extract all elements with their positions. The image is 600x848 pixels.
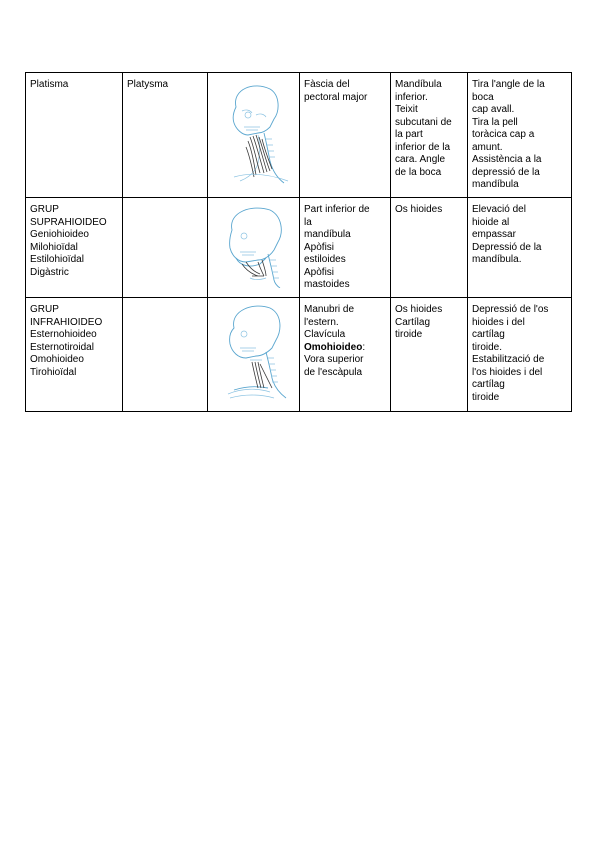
action-line: Assistència a la: [472, 154, 542, 165]
muscle-name-line: Esternotiroidal: [30, 341, 94, 353]
insertion-line: Teixit: [395, 104, 418, 115]
muscle-name-line: Digàstric: [30, 266, 69, 278]
action-cell: [468, 198, 572, 298]
muscle-name-line: Geniohioideo: [30, 229, 89, 240]
insertion-line: Cartílag: [395, 316, 431, 328]
latin-name-cell: [123, 298, 208, 412]
action-line: l'os hioides i del: [472, 366, 543, 378]
origin-line: de l'escàpula: [304, 366, 363, 378]
action-cell: [468, 298, 572, 412]
illustration-cell: [208, 198, 300, 298]
suprahyoid-group-illustration: [214, 202, 294, 288]
muscle-name-cell: [26, 73, 123, 198]
insertion-line: Mandíbula: [395, 79, 442, 90]
origin-cell: [300, 198, 391, 298]
insertion-line: de la boca: [395, 166, 442, 178]
muscle-name-line: INFRAHIOIDEO: [30, 316, 103, 328]
insertion-line: subcutani de: [395, 116, 452, 128]
origin-line: mandíbula: [304, 229, 351, 240]
action-line: Depressió de l'os: [472, 304, 549, 315]
muscle-name-line: GRUP: [30, 204, 59, 215]
action-line: toràcica cap a: [472, 129, 535, 140]
insertion-cell: [391, 73, 468, 198]
action-line: mandíbula: [472, 179, 519, 190]
illustration-cell: [208, 298, 300, 412]
muscle-table: [25, 72, 572, 412]
table-row: [26, 198, 572, 298]
illustration-cell: [208, 73, 300, 198]
muscle-name-line: Estilohioïdal: [30, 254, 84, 265]
action-line: depressió de la: [472, 166, 540, 178]
action-line: tiroide.: [472, 341, 503, 353]
action-line: cap avall.: [472, 104, 515, 115]
origin-line: l'estern.: [304, 316, 339, 328]
origin-cell: [300, 73, 391, 198]
insertion-line: tiroide: [395, 329, 423, 340]
origin-line: Manubri de: [304, 304, 355, 315]
insertion-cell: [391, 298, 468, 412]
action-line: cartílag: [472, 329, 505, 340]
origin-line: Apòfisi: [304, 241, 335, 253]
action-cell: [468, 73, 572, 198]
omohioideo-label: Omohioideo: [304, 341, 363, 353]
muscle-name-cell: [26, 298, 123, 412]
action-line: Tira la pell: [472, 116, 518, 128]
muscle-name-line: Platisma: [30, 79, 69, 90]
origin-line: la: [304, 216, 312, 228]
insertion-line: inferior.: [395, 91, 428, 103]
action-line: Depressió de la: [472, 241, 542, 253]
origin-line: Clavícula: [304, 329, 346, 340]
insertion-cell: [391, 198, 468, 298]
latin-name: Platysma: [127, 79, 169, 90]
table-row: [26, 298, 572, 412]
table-row: [26, 73, 572, 198]
origin-line: mastoides: [304, 279, 350, 290]
muscle-name-line: GRUP: [30, 304, 59, 315]
insertion-line: inferior de la: [395, 141, 451, 153]
action-line: amunt.: [472, 141, 503, 153]
origin-line: Vora superior: [304, 354, 364, 365]
insertion-line: Os hioides: [395, 204, 443, 215]
origin-line: Fàscia del: [304, 79, 350, 90]
latin-name-cell: [123, 73, 208, 198]
action-line: boca: [472, 91, 494, 103]
insertion-line: cara. Angle: [395, 154, 446, 165]
origin-colon: :: [362, 341, 366, 353]
action-line: cartílag: [472, 379, 505, 390]
action-line: empassar: [472, 229, 516, 240]
origin-bold-line: [304, 342, 386, 355]
action-line: Elevació del: [472, 204, 526, 215]
action-line: hioides i del: [472, 316, 525, 328]
muscle-name-line: Milohioïdal: [30, 241, 78, 253]
neck-platysma-illustration: [214, 77, 294, 185]
muscle-name-cell: [26, 198, 123, 298]
muscle-name-line: Tirohioïdal: [30, 366, 77, 378]
insertion-line: la part: [395, 129, 423, 140]
muscle-name-line: Omohioideo: [30, 354, 84, 365]
origin-line: pectoral major: [304, 91, 368, 103]
origin-line: estiloides: [304, 254, 346, 265]
insertion-line: Os hioides: [395, 304, 443, 315]
action-line: Tira l'angle de la: [472, 79, 545, 90]
action-line: hioide al: [472, 216, 510, 228]
origin-line: Part inferior de: [304, 204, 370, 215]
muscle-name-line: SUPRAHIOIDEO: [30, 216, 107, 228]
origin-line: Apòfisi: [304, 266, 335, 278]
action-line: mandíbula.: [472, 254, 522, 265]
action-line: Estabilització de: [472, 354, 545, 365]
latin-name-cell: [123, 198, 208, 298]
infrahyoid-group-illustration: [214, 302, 294, 400]
action-line: tiroide: [472, 391, 500, 403]
origin-cell: [300, 298, 391, 412]
muscle-name-line: Esternohioideo: [30, 329, 97, 340]
